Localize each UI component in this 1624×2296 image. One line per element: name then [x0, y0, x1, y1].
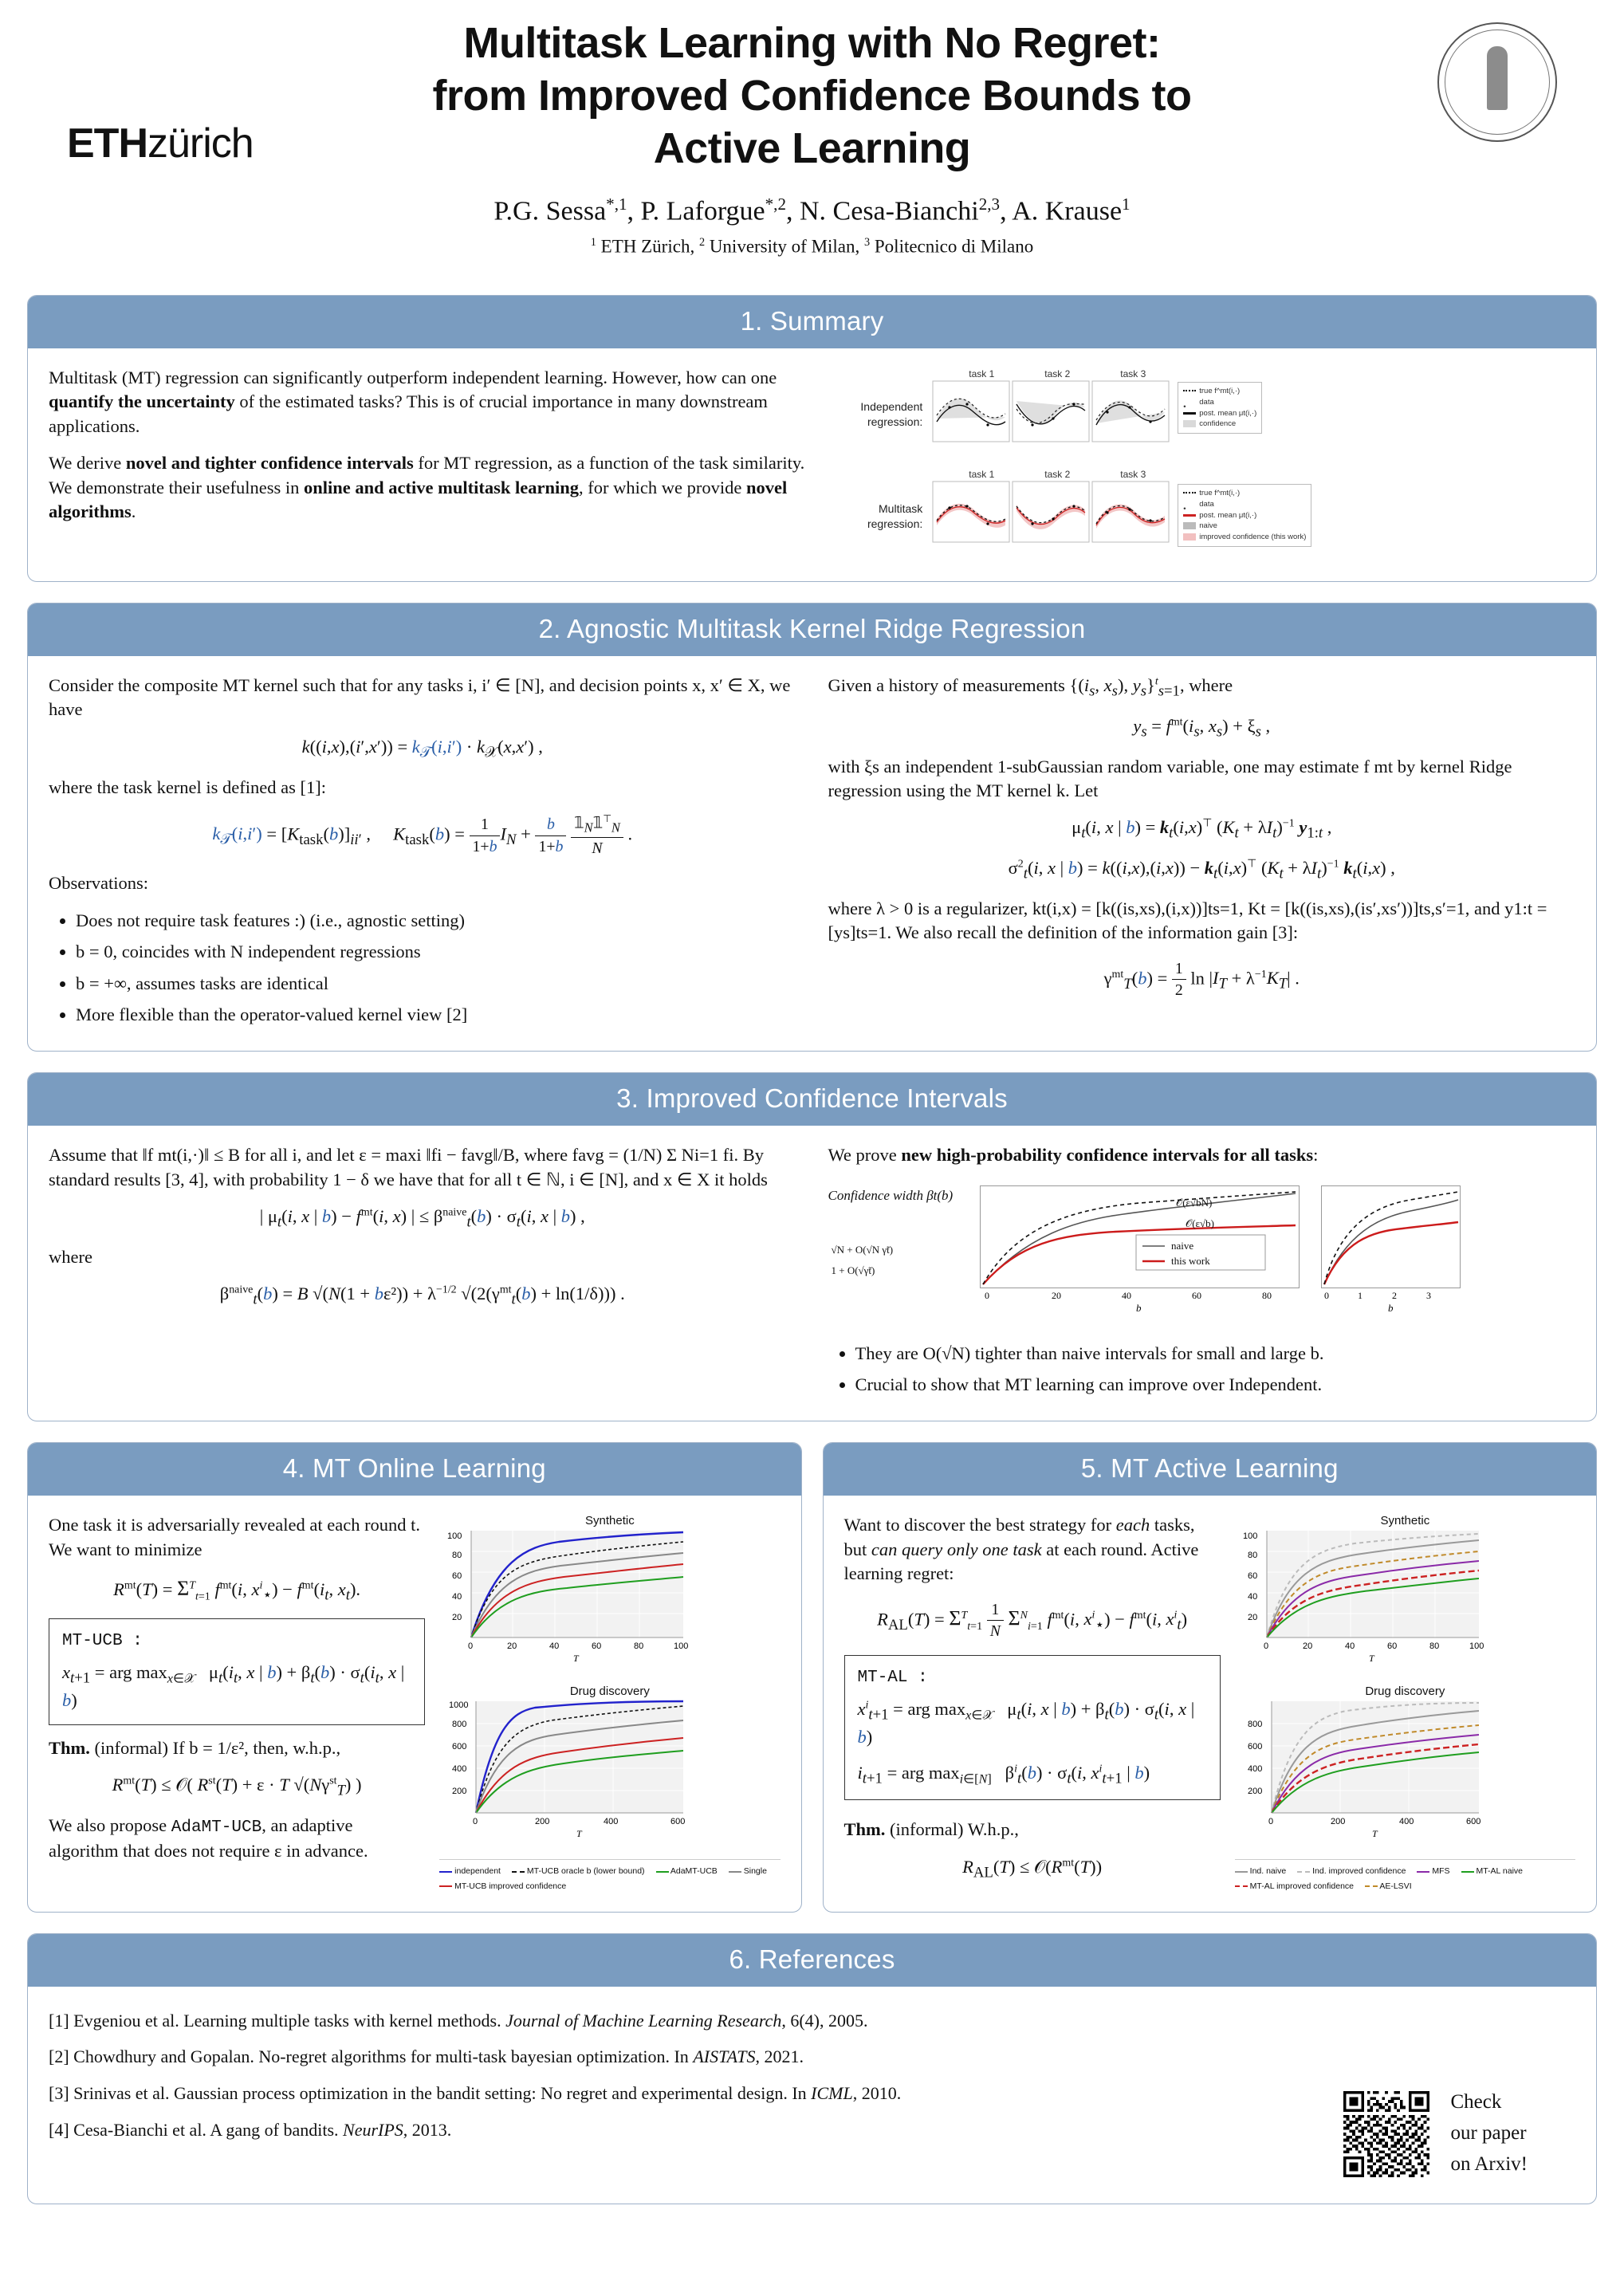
legend-top-item-1: •data — [1183, 397, 1214, 412]
qr-code-icon[interactable] — [1343, 2091, 1429, 2177]
agnostic-left-col — [49, 674, 796, 1035]
poster-header — [27, 0, 1597, 295]
confidence-eq-2: $\beta^{naive}_t(b) = B$ $√(N(1 + b\varepsilon^2)) + \lambda^{-1/2}$ $√(2(\gamma^{mt}_t(b) + \ln(1/\delta)))$ . — [219, 1284, 625, 1308]
legend-swatch-mean — [1183, 412, 1196, 415]
legend-bottom-label-1: data — [1199, 499, 1214, 509]
legend-bottom-label-2: post. mean μt(i,·) — [1199, 510, 1257, 520]
online-p1: One task it is adversarially revealed at each round t. We want to minimize — [49, 1515, 421, 1559]
active-theorem — [844, 1818, 1221, 1842]
active-p1-b: each — [1115, 1515, 1150, 1535]
confidence-chart-ylabel: Confidence width βt(b) — [828, 1187, 954, 1203]
active-p1-d: can query only one task — [871, 1539, 1042, 1559]
qr-code-svg — [1343, 2091, 1429, 2177]
ref-3-number: [4] — [49, 2119, 69, 2140]
summary-figure-col — [843, 366, 1575, 565]
ref-0-number: [1] — [49, 2010, 69, 2031]
agnostic-observations-list — [49, 909, 796, 1028]
ref-1-tail: , 2021. — [755, 2046, 804, 2067]
online-legend-0 — [439, 1866, 501, 1877]
active-p1-c: tasks, but — [843, 1515, 1195, 1559]
active-legend-label-5: AE-LSVI — [1379, 1881, 1412, 1891]
agnostic-eq-1: $k((i,x),(i',x')) = k_𝒯(i,i') \cdot k_𝒳(x,x')$ , — [301, 736, 543, 761]
agnostic-r-p1: Given a history of measurements {($i_s$, $x_s$), $y_s\}^t_{s=1}$, where — [828, 675, 1233, 700]
svg-text:100: 100 — [447, 1531, 462, 1542]
svg-text:100: 100 — [1242, 1531, 1258, 1542]
svg-text:T: T — [1368, 1653, 1374, 1665]
summary-row-label-independent — [843, 399, 922, 430]
online-legend-label-0: independent — [454, 1866, 501, 1877]
section-active — [823, 1442, 1598, 1912]
title-line-2: from Improved Confidence Bounds to — [432, 71, 1192, 120]
online-eq-1: $R^{mt}(T) = \Sigma^T_{t=1}$ $f^{mt}(i$, $x^i_⋆) - f^{mt}(i_t$, $x_t$). — [113, 1577, 361, 1604]
legend-swatch-true — [1183, 390, 1196, 392]
svg-text:𝒪(ε√bN): 𝒪(ε√bN) — [1175, 1196, 1212, 1209]
legend-bottom-label-4: improved confidence (this work) — [1199, 533, 1307, 542]
svg-text:T: T — [576, 1828, 582, 1840]
active-chart-synthetic — [1235, 1513, 1575, 1673]
summary-p2-e: , for which we provide — [579, 477, 746, 497]
section-confidence-body — [28, 1126, 1596, 1421]
svg-text:600: 600 — [1247, 1742, 1263, 1752]
svg-text:T: T — [573, 1653, 579, 1665]
summary-task2-label-3: task 3 — [1120, 469, 1146, 480]
agnostic-r-eq-1: $y_s = f^{mt}(i_s$, $x_s) + \xi_s$ , — [1133, 715, 1271, 741]
agnostic-bullet-1: • b = 0, coincides with N independent regressions — [76, 940, 796, 964]
active-legend-label-1: Ind. improved confidence — [1312, 1866, 1406, 1877]
summary-task2-label-2: task 2 — [1044, 469, 1071, 480]
online-legend-label-3: Single — [743, 1866, 767, 1877]
active-p1-e: at each round. Active learning regret: — [843, 1539, 1199, 1584]
svg-text:200: 200 — [452, 1787, 467, 1797]
affil-3: Politecnico di Milano — [874, 236, 1034, 257]
author-1-sup: *,1 — [606, 194, 627, 214]
svg-text:3: 3 — [1425, 1289, 1431, 1301]
confidence-r-p1-b: new high-probability confidence intervals for all tasks — [901, 1145, 1314, 1166]
section-active-title: 5. MT Active Learning — [824, 1443, 1597, 1496]
svg-text:60: 60 — [1386, 1641, 1397, 1652]
qr-caption-line-1: our paper — [1450, 2121, 1527, 2144]
qr-caption — [1450, 2088, 1528, 2181]
title-line-3: Active Learning — [653, 124, 971, 172]
agnostic-r-eq-2: $\mu_t(i$, x | $b) = k_t(i,x)^⊤$ $(K_t + \lambda I_t)^{-1}$ $y_{1:t}$ , — [1072, 817, 1332, 842]
agnostic-bullet-3: • More flexible than the operator-valued kernel view [2] — [76, 1003, 796, 1027]
legend-top-item-2 — [1183, 408, 1256, 419]
summary-paragraph-2 — [49, 451, 811, 524]
svg-text:1000: 1000 — [449, 1700, 469, 1711]
author-4-sup: 1 — [1122, 194, 1131, 214]
summary-row-label-multitask — [843, 501, 922, 532]
summary-task2-label-1: task 1 — [969, 469, 995, 480]
svg-text:60: 60 — [592, 1641, 602, 1652]
ref-2-number: [3] — [49, 2083, 69, 2104]
svg-text:20: 20 — [1247, 1613, 1257, 1623]
svg-text:400: 400 — [1398, 1817, 1414, 1827]
author-4: A. Krause — [1012, 195, 1123, 226]
section-agnostic-title: 2. Agnostic Multitask Kernel Ridge Regression — [28, 603, 1596, 656]
summary-plot-row-multitask — [932, 481, 1171, 543]
section-agnostic-body — [28, 656, 1596, 1051]
online-thm-eq: $R^{mt}(T)$ ≤ 𝒪( $R^{st}(T) + \varepsilon \cdot T$ $√(N\gamma^{st}_T)$ ) — [112, 1774, 362, 1799]
author-list: P.G. Sessa$^{*,1}$, P. Laforgue$^{*,2}$, N. Cesa-Bianchi$^{2,3}$, A. Krause$^1$ — [493, 194, 1131, 226]
summary-p1-b: quantify the uncertainty — [49, 391, 235, 412]
svg-text:40: 40 — [549, 1641, 560, 1652]
confidence-bullet-1: • Crucial to show that MT learning can improve over Independent. — [855, 1373, 1576, 1397]
summary-p2-a: We derive — [49, 453, 126, 474]
author-3: N. Cesa-Bianchi — [800, 195, 979, 226]
confidence-p1: Assume that ‖f mt(i,·)‖ ≤ B for all i, and let ε = maxi ‖fi − favg‖/B, where favg = (1/N) Σ Ni=1 fi. By standard results [3, 4], with probability 1 − δ we have that for all t ∈ ℕ, i ∈ [N], and x ∈ X it holds — [49, 1145, 768, 1189]
online-legend-label-4: MT-UCB improved confidence — [454, 1881, 567, 1891]
svg-text:40: 40 — [1344, 1641, 1355, 1652]
author-3-sup: 2,3 — [978, 194, 1001, 214]
online-chart-drug-title: Drug discovery — [569, 1685, 650, 1699]
legend-bottom-item-2 — [1183, 510, 1306, 521]
active-chart-legend — [1235, 1859, 1575, 1891]
reference-item-0 — [49, 2004, 1575, 2038]
active-chart-drug — [1235, 1684, 1575, 1851]
active-chart-drug-plot — [1235, 1698, 1490, 1846]
summary-p2-c: for MT regression, as a function of the task similarity. We demonstrate their usefulness in — [49, 453, 805, 497]
qr-caption-line-2: on Arxiv! — [1450, 2152, 1528, 2175]
active-chart-synthetic-plot — [1235, 1527, 1490, 1669]
active-legend-label-2: MFS — [1432, 1866, 1450, 1877]
affil-2-sup: 2 — [698, 235, 706, 249]
title-line-1: Multitask Learning with No Regret: — [463, 19, 1161, 67]
online-chart-synthetic-title: Synthetic — [585, 1514, 635, 1528]
active-thm-label: Thm. — [843, 1819, 886, 1840]
active-chart-drug-title: Drug discovery — [1365, 1685, 1445, 1699]
online-figure-col — [439, 1513, 780, 1891]
agnostic-bullet-0: • Does not require task features :) (i.e., agnostic setting) — [76, 909, 796, 933]
online-text-col — [49, 1513, 425, 1891]
agnostic-eq-2: $k_𝒯(i,i') = [K_{task}(b)]_{ii'}$ , $K_{task}(b)$ = $\frac{1}{1+b}$ $I_N$ + $\frac{b}{1+b}$ $\frac{𝟙_N𝟙^⊤_N}{N}$ . — [212, 812, 633, 857]
summary-p2-d: online and active multitask learning — [303, 477, 580, 497]
svg-text:600: 600 — [1465, 1817, 1481, 1827]
svg-text:80: 80 — [452, 1551, 462, 1561]
active-legend-1 — [1297, 1866, 1406, 1877]
svg-text:80: 80 — [1429, 1641, 1439, 1652]
agnostic-r-p2: with ξs an independent 1-subGaussian random variable, one may estimate f mt by kernel Ridge regression using the MT kernel k. Let — [828, 756, 1512, 800]
agnostic-r-eq-4: $\gamma^{mt}_T(b)$ = $\frac{1}{2}$ $\ln |I_T + \lambda^{-1}K_T|$ . — [1103, 959, 1300, 1000]
ref-0-tail: , 6(4), 2005. — [781, 2010, 868, 2031]
summary-plot-row-independent — [932, 380, 1171, 442]
legend-bottom-item-4 — [1183, 532, 1306, 543]
ref-3-text: Cesa-Bianchi et al. A gang of bandits. — [73, 2119, 344, 2140]
ref-2-text: Srinivas et al. Gaussian process optimization in the bandit setting: No regret and experimental design. In — [73, 2083, 812, 2104]
svg-text:0: 0 — [1323, 1289, 1329, 1301]
confidence-r-p1-a: We prove — [828, 1145, 902, 1166]
summary-p2-g: . — [131, 501, 136, 521]
svg-text:100: 100 — [674, 1641, 689, 1652]
active-thm-eq: $R_{AL}(T)$ ≤ $𝒪(R^{mt}(T))$ — [962, 1856, 1103, 1881]
svg-text:20: 20 — [1051, 1289, 1061, 1301]
seal-figure — [1487, 46, 1508, 110]
online-thm-text: (informal) If b = 1/ε², then, w.h.p., — [94, 1737, 341, 1758]
university-seal-icon — [1437, 22, 1557, 142]
svg-text:400: 400 — [452, 1764, 467, 1775]
legend-top-label-1: data — [1199, 397, 1214, 407]
legend-swatch-confidence — [1183, 420, 1196, 427]
svg-text:0: 0 — [468, 1641, 474, 1652]
section-online — [27, 1442, 802, 1912]
section-confidence-title: 3. Improved Confidence Intervals — [28, 1073, 1596, 1126]
confidence-width-chart — [828, 1181, 1576, 1324]
active-thm-text: (informal) W.h.p., — [890, 1819, 1019, 1840]
svg-text:20: 20 — [507, 1641, 517, 1652]
confidence-chart-ytick-1: √N + O(√N γ̃t) — [831, 1243, 894, 1256]
online-chart-synthetic-plot — [439, 1527, 694, 1669]
confidence-eq-1: | $\mu_t(i$, x | $b) - f^{mt}(i$, x) | ≤ $\beta^{naive}_t(b) \cdot \sigma_t(i$, x | b) , — [259, 1206, 585, 1231]
summary-legend-top — [1178, 382, 1262, 434]
svg-text:40: 40 — [1121, 1289, 1131, 1301]
svg-text:this work: this work — [1170, 1254, 1210, 1267]
active-legend-4 — [1235, 1881, 1354, 1892]
section-summary-title: 1. Summary — [28, 296, 1596, 348]
active-algorithm-box — [844, 1655, 1221, 1800]
online-chart-drug — [439, 1684, 780, 1851]
active-legend-0 — [1235, 1866, 1286, 1877]
svg-text:800: 800 — [1247, 1720, 1263, 1730]
svg-text:naive: naive — [1170, 1239, 1193, 1252]
svg-text:200: 200 — [1330, 1817, 1346, 1827]
active-p1 — [844, 1513, 1221, 1586]
ref-0-venue: Journal of Machine Learning Research — [505, 2010, 782, 2031]
section-active-body — [824, 1496, 1597, 1911]
active-legend-label-4: MT-AL improved confidence — [1249, 1881, 1354, 1891]
summary-p2-f: novel algorithms — [49, 477, 788, 521]
online-thm-label: Thm. — [49, 1737, 90, 1758]
legend-bottom-label-0: true f^mt(i,·) — [1199, 489, 1241, 497]
legend-top-label-2: post. mean μt(i,·) — [1199, 408, 1257, 418]
online-legend-label-2: AdaMT-UCB — [670, 1866, 718, 1877]
ref-2-venue: ICML — [811, 2083, 853, 2104]
active-chart-synthetic-title: Synthetic — [1380, 1514, 1430, 1528]
summary-task-label-1: task 1 — [969, 368, 995, 379]
confidence-chart-plot — [980, 1185, 1466, 1313]
active-p1-a: Want to discover the best strategy for — [843, 1515, 1116, 1535]
agnostic-right-col — [828, 674, 1576, 1035]
online-legend-label-1: MT-UCB oracle b (lower bound) — [526, 1866, 645, 1877]
svg-text:60: 60 — [452, 1571, 462, 1582]
svg-text:200: 200 — [1247, 1787, 1263, 1797]
svg-text:400: 400 — [604, 1817, 619, 1827]
online-chart-legend — [439, 1859, 780, 1891]
ref-3-tail: , 2013. — [403, 2119, 452, 2140]
svg-text:80: 80 — [1261, 1289, 1272, 1301]
svg-text:1: 1 — [1357, 1289, 1363, 1301]
section-summary — [27, 295, 1597, 582]
svg-text:600: 600 — [452, 1742, 467, 1752]
legend-bottom-item-3 — [1183, 521, 1306, 532]
active-algo-title: MT-AL : — [857, 1669, 928, 1688]
active-legend-5 — [1365, 1881, 1412, 1892]
legend-bottom-label-3: naive — [1199, 521, 1217, 531]
online-chart-drug-plot — [439, 1698, 694, 1846]
summary-p2-b: novel and tighter confidence intervals — [125, 453, 414, 474]
online-algo-title: MT-UCB : — [62, 1632, 143, 1651]
active-text-col — [844, 1513, 1221, 1895]
affil-1: ETH Zürich — [600, 236, 690, 257]
eth-logo-light: zürich — [147, 120, 254, 167]
summary-row2-text: Multitask regression: — [867, 502, 923, 530]
active-legend-label-0: Ind. naive — [1249, 1866, 1287, 1877]
reference-item-1 — [49, 2040, 1575, 2074]
section-references-title: 6. References — [28, 1934, 1596, 1987]
online-algorithm-box — [49, 1618, 425, 1725]
svg-text:b: b — [1387, 1301, 1393, 1313]
svg-text:40: 40 — [452, 1592, 462, 1602]
svg-text:80: 80 — [1247, 1551, 1257, 1561]
svg-text:100: 100 — [1469, 1641, 1484, 1652]
author-2-sup: *,2 — [765, 194, 786, 214]
online-theorem — [49, 1736, 425, 1760]
svg-text:40: 40 — [1247, 1592, 1257, 1602]
author-1: P.G. Sessa — [493, 195, 607, 226]
section-summary-body — [28, 348, 1596, 581]
ref-1-number: [2] — [49, 2046, 69, 2067]
qr-caption-line-0: Check — [1450, 2090, 1502, 2113]
summary-row1-text: Independent regression: — [860, 400, 923, 428]
confidence-where: where — [49, 1246, 92, 1267]
svg-text:0: 0 — [984, 1289, 989, 1301]
affil-1-sup: 1 — [590, 235, 596, 249]
summary-task-label-2: task 2 — [1044, 368, 1071, 379]
svg-text:0: 0 — [473, 1817, 478, 1827]
confidence-bullet-0: • They are O(√N) tighter than naive intervals for small and large b. — [855, 1342, 1576, 1366]
agnostic-r-eq-3: $\sigma^2_t(i$, x | $b) = k((i,x),(i,x)) - k_t(i,x)^⊤$ $(K_t + \lambda I_t)^{-1}$ $k_t(i,x)$ , — [1008, 858, 1395, 883]
section-references — [27, 1933, 1597, 2204]
active-figure-col — [1235, 1513, 1575, 1895]
svg-text:T: T — [1371, 1828, 1378, 1840]
svg-text:0: 0 — [1268, 1817, 1273, 1827]
agnostic-observations-label: Observations: — [49, 873, 148, 894]
svg-text:60: 60 — [1191, 1289, 1201, 1301]
summary-p1-c: of the estimated tasks? This is of crucial importance in many downstream applications. — [49, 391, 768, 436]
section-references-body — [28, 1987, 1596, 2204]
section-confidence — [27, 1072, 1597, 1421]
page-title — [266, 0, 1358, 175]
legend-top-label-3: confidence — [1199, 419, 1237, 429]
eth-logo-bold: ETH — [67, 120, 147, 167]
legend-bottom-item-1: •data — [1183, 499, 1214, 514]
legend-swatch-improved — [1183, 533, 1196, 541]
legend-swatch-true-2 — [1183, 492, 1196, 494]
online-algo-eq: $x_{t+1}$ = arg $\max_{x\in 𝒳} \mu_t(i_t$, x | $b) + \beta_t(b) \cdot \sigma_t(i_t$, x | b) — [62, 1662, 405, 1711]
svg-text:80: 80 — [634, 1641, 644, 1652]
active-algo-eq-1: $x^i_{t+1}$ = arg $\max_{x\in 𝒳} \mu_t(i$, x | $b) + \beta_t(b) \cdot \sigma_t(i$, x | b) — [857, 1699, 1195, 1748]
ref-2-tail: , 2010. — [852, 2083, 902, 2104]
summary-figure — [843, 366, 1575, 565]
agnostic-r-p3: where λ > 0 is a regularizer, kt(i,x) = [k((is,xs),(i,x))]ts=1, Kt = [k((is,xs),(is′,xs′))]ts,s′=1, and y1:t = [ys]ts=1. We also recall the definition of the information gain [3]: — [828, 898, 1547, 943]
confidence-r-p1 — [828, 1143, 1576, 1167]
eth-logo — [67, 120, 254, 167]
confidence-bullets — [828, 1342, 1576, 1398]
svg-text:400: 400 — [1247, 1764, 1263, 1775]
section-online-body — [28, 1496, 801, 1907]
confidence-right-col — [828, 1143, 1576, 1405]
svg-text:0: 0 — [1263, 1641, 1268, 1652]
svg-text:60: 60 — [1247, 1571, 1257, 1582]
online-legend-3 — [729, 1866, 767, 1877]
svg-text:800: 800 — [452, 1720, 467, 1730]
confidence-chart-ytick-2: 1 + O(√γ̃t) — [831, 1264, 875, 1276]
svg-text:𝒪(ε√b): 𝒪(ε√b) — [1185, 1217, 1214, 1229]
summary-text-col — [49, 366, 811, 565]
active-eq-1: $R_{AL}(T) = \Sigma^T_{t=1}$ $\frac{1}{N}$ $\Sigma^N_{i=1}$ $f^{mt}(i$, $x^i_⋆) - f^{mt}(i$, $x^i_t$) — [877, 1600, 1188, 1641]
ref-0-text: Evgeniou et al. Learning multiple tasks with kernel methods. — [73, 2010, 506, 2031]
legend-swatch-naive — [1183, 522, 1196, 529]
active-legend-label-3: MT-AL naive — [1476, 1866, 1524, 1877]
legend-top-label-0: true f^mt(i,·) — [1199, 387, 1241, 395]
agnostic-p1: Consider the composite MT kernel such that for any tasks i, i′ ∈ [N], and decision points x, x′ ∈ X, we have — [49, 675, 791, 720]
svg-text:200: 200 — [535, 1817, 550, 1827]
summary-p1-a: Multitask (MT) regression can significantly outperform independent learning. However, how can one — [49, 368, 777, 387]
online-p2: We also propose AdaMT-UCB, an adaptive algorithm that does not require ε in advance. — [49, 1814, 368, 1862]
svg-text:20: 20 — [1302, 1641, 1312, 1652]
legend-top-item-0 — [1183, 386, 1256, 397]
affiliation-list: $^1$ ETH Zürich, $^2$ University of Milan, $^3$ Politecnico di Milano — [590, 235, 1034, 257]
legend-bottom-item-0 — [1183, 488, 1306, 499]
ref-1-text: Chowdhury and Gopalan. No-regret algorithms for multi-task bayesian optimization. In — [73, 2046, 694, 2067]
section-online-title: 4. MT Online Learning — [28, 1443, 801, 1496]
svg-text:600: 600 — [670, 1817, 686, 1827]
agnostic-p2: where the task kernel is defined as [1]: — [49, 776, 326, 797]
ref-3-venue: NeurIPS — [343, 2119, 403, 2140]
legend-top-item-3 — [1183, 419, 1256, 430]
summary-paragraph-1 — [49, 366, 811, 438]
online-chart-synthetic — [439, 1513, 780, 1673]
active-legend-2 — [1417, 1866, 1449, 1877]
ref-1-venue: AISTATS — [693, 2046, 756, 2067]
online-legend-4 — [439, 1881, 566, 1892]
confidence-left-col — [49, 1143, 796, 1405]
active-algo-eq-2: $i_{t+1}$ = arg $\max_{i\in[N]} \beta^i_t(b) \cdot \sigma_t(i$, $x^i_{t+1}$ | b) — [857, 1762, 1150, 1787]
sections-4-5-row — [27, 1442, 1597, 1932]
legend-swatch-mean-2 — [1183, 514, 1196, 517]
agnostic-bullet-2: • b = +∞, assumes tasks are identical — [76, 972, 796, 996]
online-legend-2 — [656, 1866, 718, 1877]
confidence-r-p1-c: : — [1313, 1145, 1319, 1166]
svg-text:20: 20 — [452, 1613, 462, 1623]
online-legend-1 — [512, 1866, 645, 1877]
section-agnostic — [27, 603, 1597, 1052]
summary-task-label-3: task 3 — [1120, 368, 1146, 379]
online-algo-name: AdaMT-UCB — [171, 1818, 262, 1837]
svg-text:b: b — [1135, 1301, 1141, 1313]
svg-text:2: 2 — [1391, 1289, 1397, 1301]
summary-legend-bottom — [1178, 484, 1311, 547]
affil-3-sup: 3 — [864, 235, 871, 249]
affil-2: University of Milan — [709, 236, 855, 257]
active-legend-3 — [1461, 1866, 1523, 1877]
author-2: P. Laforgue — [640, 195, 765, 226]
